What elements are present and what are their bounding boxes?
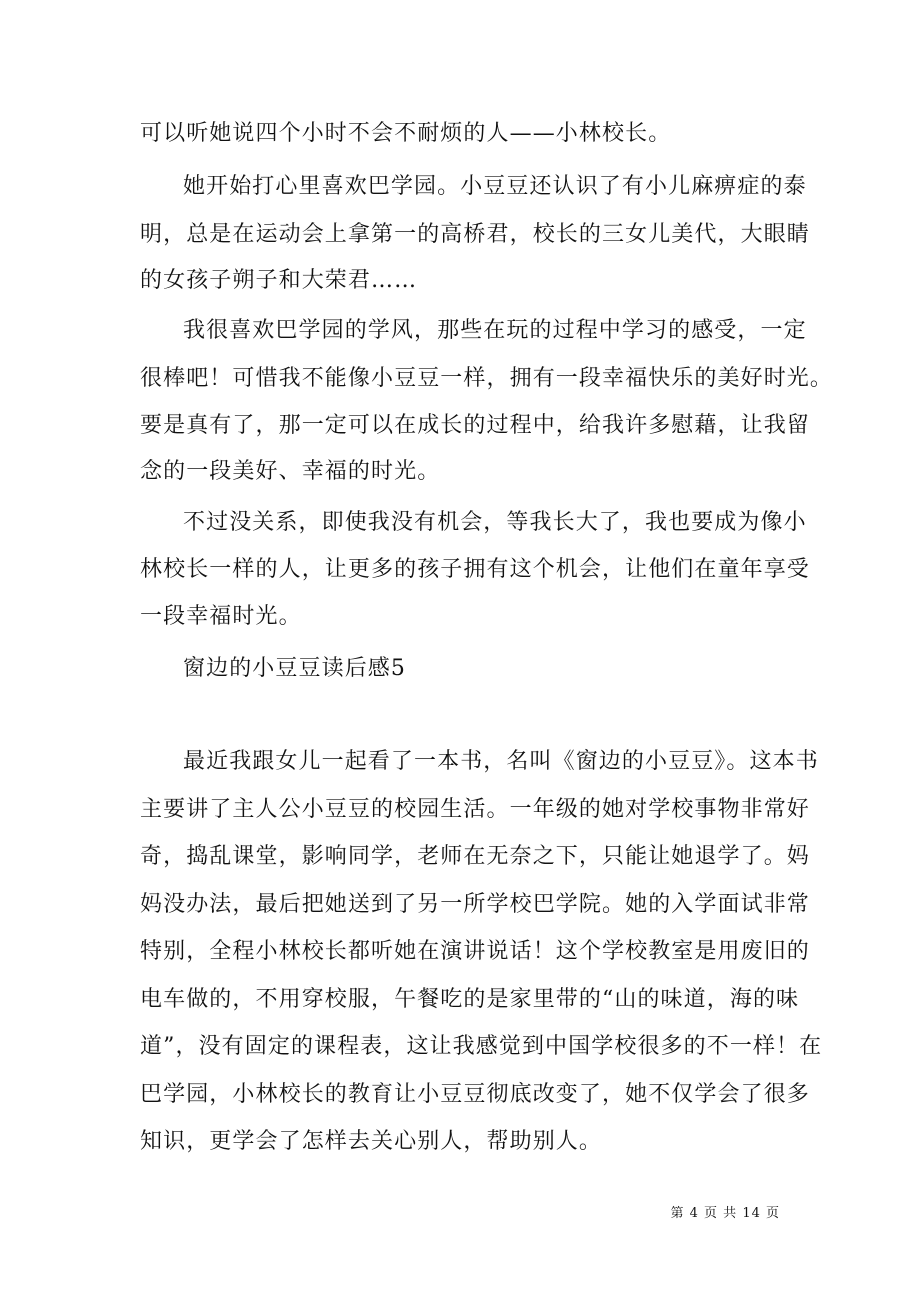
paragraph-line: 很棒吧！可惜我不能像小豆豆一样，拥有一段幸福快乐的美好时光。: [140, 366, 834, 391]
paragraph-line: 电车做的，不用穿校服，午餐吃的是家里带的“山的味道，海的味: [140, 987, 800, 1012]
paragraph-line: 特别，全程小林校长都听她在演讲说话！这个学校教室是用废旧的: [140, 939, 810, 964]
paragraph-line: 奇，捣乱课堂，影响同学，老师在无奈之下，只能让她退学了。妈: [140, 844, 810, 869]
paragraph-line: 最近我跟女儿一起看了一本书，名叫《窗边的小豆豆》。这本书: [183, 749, 819, 774]
paragraph-line: 妈没办法，最后把她送到了另一所学校巴学院。她的入学面试非常: [140, 892, 810, 917]
paragraph-line: 主要讲了主人公小豆豆的校园生活。一年级的她对学校事物非常好: [140, 797, 810, 822]
paragraph-line: 念的一段美好、幸福的时光。: [140, 459, 441, 484]
paragraph-line: 我很喜欢巴学园的学风，那些在玩的过程中学习的感受，一定: [183, 318, 807, 343]
page-number-footer: 第 4 页 共 14 页: [670, 1206, 780, 1221]
section-heading: 窗边的小豆豆读后感5: [183, 656, 406, 681]
paragraph-line: 林校长一样的人，让更多的孩子拥有这个机会，让他们在童年享受: [140, 557, 810, 582]
paragraph-line: 她开始打心里喜欢巴学园。小豆豆还认识了有小儿麻痹症的泰: [183, 174, 807, 199]
paragraph-line: 知识，更学会了怎样去关心别人，帮助别人。: [140, 1129, 603, 1154]
paragraph-line: 要是真有了，那一定可以在成长的过程中，给我许多慰藉，让我留: [140, 413, 810, 438]
paragraph-line: 一段幸福时光。: [140, 604, 302, 629]
paragraph-line: 不过没关系，即使我没有机会，等我长大了，我也要成为像小: [183, 510, 807, 535]
paragraph-line: 的女孩子朔子和大荣君……: [140, 268, 418, 293]
paragraph-line: 明，总是在运动会上拿第一的高桥君，校长的三女儿美代，大眼睛: [140, 222, 810, 247]
paragraph-line: 可以听她说四个小时不会不耐烦的人——小林校长。: [140, 121, 672, 146]
paragraph-line: 巴学园，小林校长的教育让小豆豆彻底改变了，她不仅学会了很多: [140, 1082, 810, 1107]
paragraph-line: 道”，没有固定的课程表，这让我感觉到中国学校很多的不一样！在: [140, 1034, 823, 1059]
